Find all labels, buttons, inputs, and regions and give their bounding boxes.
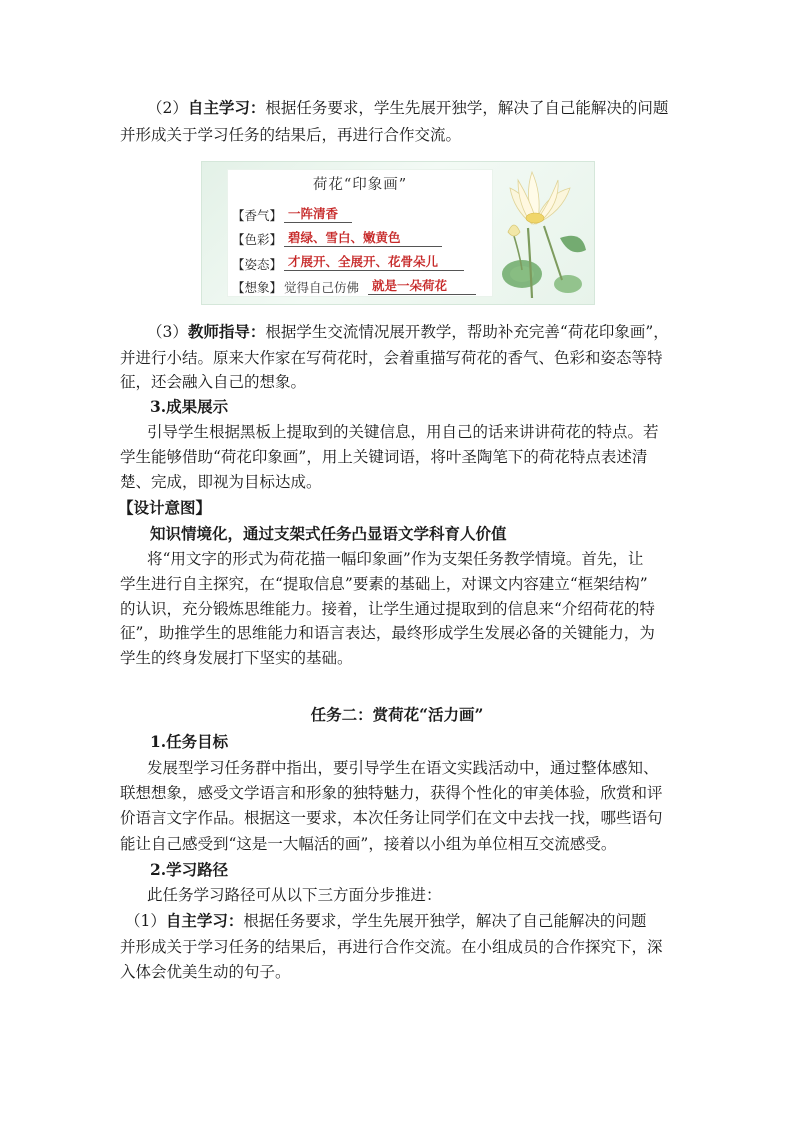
paragraph-line: 发展型学习任务群中指出，要引导学生在语文实践活动中，通过整体感知、	[147, 759, 659, 777]
section-heading: 2.学习路径	[150, 860, 229, 879]
task-title: 任务二：赏荷花“活力画”	[310, 705, 484, 724]
paragraph-line: 学生能够借助“荷花印象画”，用上关键词语，将叶圣陶笔下的荷花特点表述清	[120, 448, 648, 466]
lotus-illustration	[470, 166, 590, 300]
row-value: 就是一朵荷花	[372, 278, 448, 293]
underline	[284, 246, 442, 247]
bold-heading: 自主学习：	[165, 911, 244, 930]
underline	[368, 294, 476, 295]
paragraph-line: （2）自主学习：根据任务要求，学生先展开独学，解决了自己能解决的问题	[147, 98, 669, 117]
paragraph-line: 并形成关于学习任务的结果后，再进行合作交流。在小组成员的合作探究下，深	[120, 938, 663, 956]
row-value: 碧绿、雪白、嫩黄色	[288, 230, 401, 245]
row-label: 【色彩】	[232, 232, 283, 247]
paragraph-line: 联想想象，感受文学语言和形象的独特魅力，获得个性化的审美体验，欣赏和评	[120, 784, 663, 802]
design-intent-heading: 【设计意图】	[118, 498, 212, 517]
paragraph-line: 能让自己感受到“这是一大幅活的画”，接着以小组为单位相互交流感受。	[120, 835, 617, 853]
paragraph-line: 入体会优美生动的句子。	[120, 963, 291, 981]
paragraph-line: 学生进行自主探究，在“提取信息”要素的基础上，对课文内容建立“框架结构”	[120, 575, 648, 593]
paragraph-line: 并形成关于学习任务的结果后，再进行合作交流。	[120, 126, 462, 144]
row-prefix: 觉得自己仿佛	[284, 280, 360, 295]
bold-heading: 教师指导：	[187, 322, 266, 341]
paragraph-line: 价语言文字作品。根据这一要求，本次任务让同学们在文中去找一找，哪些语句	[120, 809, 663, 827]
paragraph-line: 征，还会融入自己的想象。	[120, 373, 307, 391]
row-label: 【香气】	[232, 208, 283, 223]
impression-table	[228, 170, 492, 296]
paragraph-line: 并进行小结。原来大作家在写荷花时，会着重描写荷花的香气、色彩和姿态等特	[120, 349, 663, 367]
paragraph-line: 将“用文字的形式为荷花描一幅印象画”作为支架任务教学情境。首先，让	[147, 550, 644, 568]
underline	[284, 270, 464, 271]
paragraph-line: 此任务学习路径可从以下三方面分步推进：	[147, 886, 442, 904]
lotus-impression-figure	[201, 161, 595, 305]
row-label: 【想象】	[232, 280, 283, 295]
subheading: 知识情境化，通过支架式任务凸显语文学科育人价值	[150, 524, 507, 543]
section-heading: 1.任务目标	[150, 732, 229, 751]
bold-heading: 自主学习：	[187, 98, 266, 117]
paragraph-line: （3）教师指导：根据学生交流情况展开教学，帮助补充完善“荷花印象画”，	[147, 322, 669, 341]
paragraph-line: 征”，助推学生的思维能力和语言表达，最终形成学生发展必备的关键能力，为	[120, 624, 655, 642]
paragraph-line: 的认识，充分锻炼思维能力。接着，让学生通过提取到的信息来“介绍荷花的特	[120, 600, 655, 618]
row-label: 【姿态】	[232, 257, 283, 272]
paragraph-line: （1）自主学习：根据任务要求，学生先展开独学，解决了自己能解决的问题	[125, 911, 647, 930]
row-value: 才展开、全展开、花骨朵儿	[288, 254, 439, 269]
paragraph-line: 学生的终身发展打下坚实的基础。	[120, 649, 353, 667]
section-heading: 3.成果展示	[150, 397, 229, 416]
paragraph-line: 引导学生根据黑板上提取到的关键信息，用自己的话来讲讲荷花的特点。若	[147, 423, 659, 441]
row-value: 一阵清香	[288, 206, 339, 221]
figure-title: 荷花“印象画”	[312, 177, 408, 193]
underline	[284, 222, 352, 223]
paragraph-line: 楚、完成，即视为目标达成。	[120, 473, 322, 491]
